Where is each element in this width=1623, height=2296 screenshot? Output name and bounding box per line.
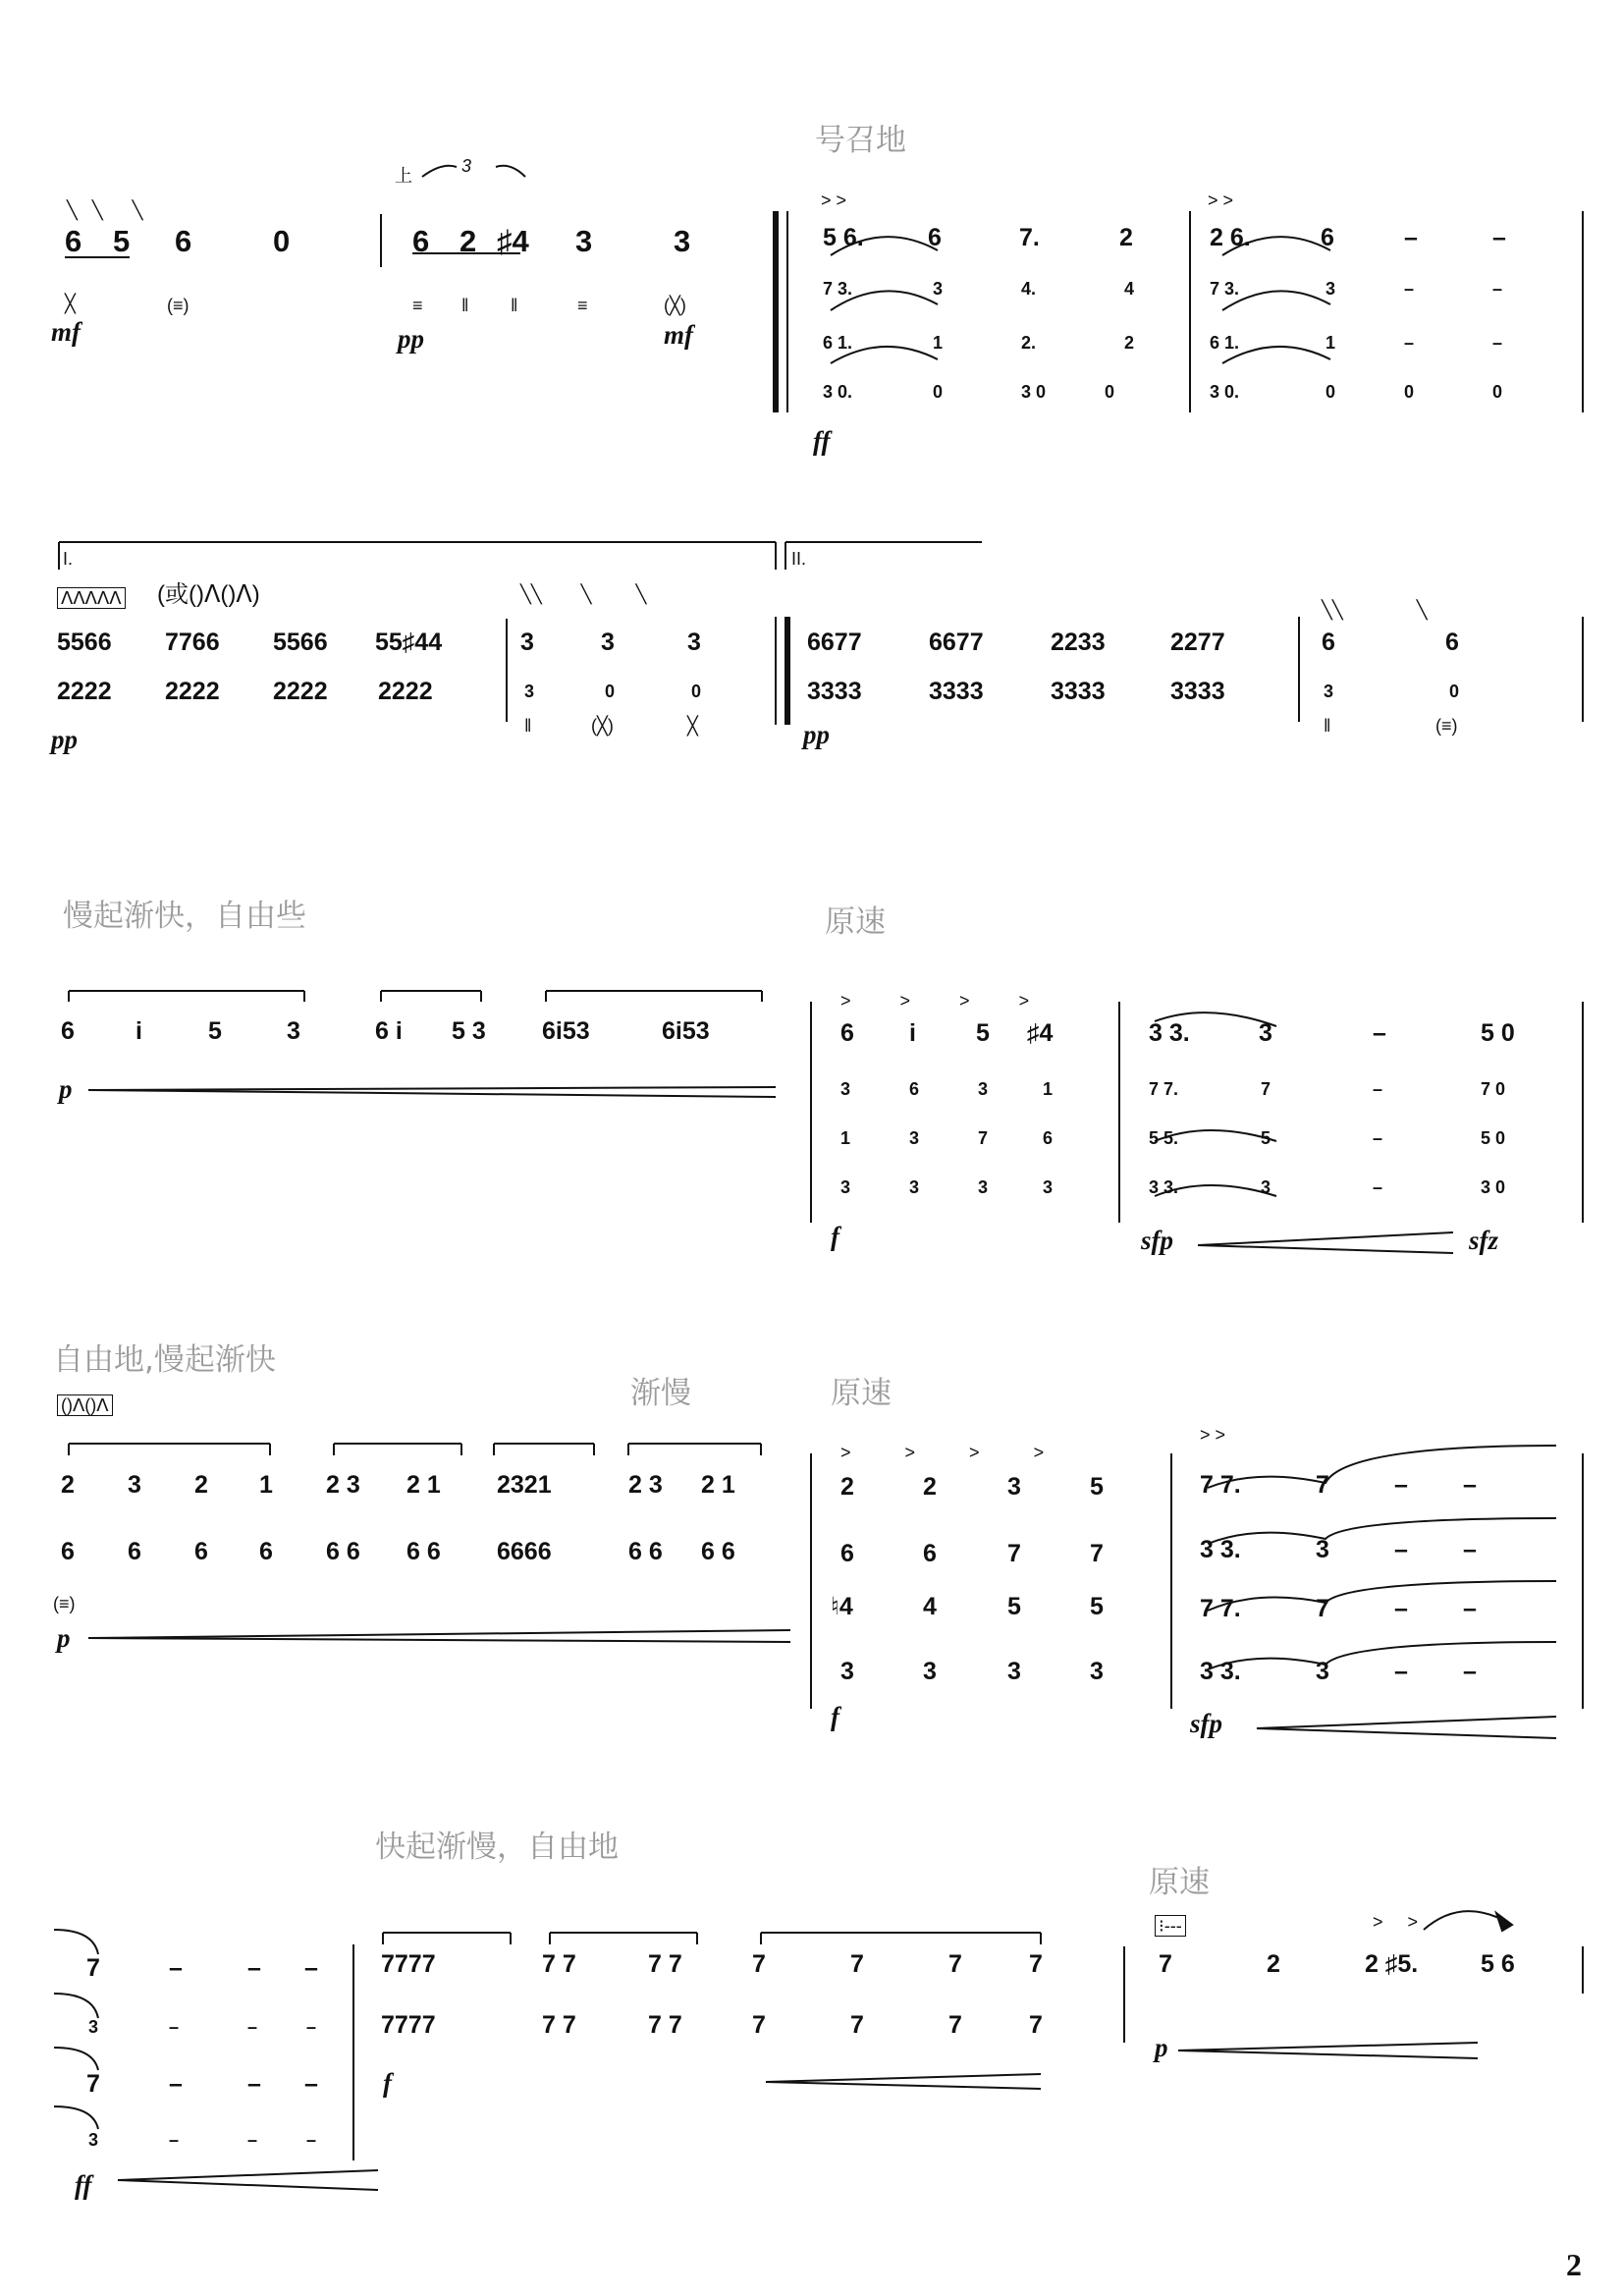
note-group: 6i53 xyxy=(542,1017,590,1045)
expression-text: 原速 xyxy=(1149,1865,1210,1900)
note: 7 3. xyxy=(823,279,853,299)
note: 6 xyxy=(1445,629,1459,656)
note-group: 2 3 xyxy=(326,1471,360,1499)
note: – xyxy=(1463,1595,1477,1622)
note: 6 xyxy=(412,224,430,258)
note: – xyxy=(1463,1536,1477,1563)
note-group: 3333 xyxy=(929,678,984,705)
note: 3 xyxy=(909,1128,920,1148)
note: 4. xyxy=(1021,279,1037,299)
note: 7 xyxy=(86,2070,100,2098)
note: 4 xyxy=(1124,279,1135,299)
note: 6 xyxy=(61,1017,75,1045)
note: – xyxy=(1394,1536,1408,1563)
note: 3 xyxy=(520,629,534,656)
dynamic: pp xyxy=(803,720,830,749)
note-group: 6677 xyxy=(807,629,862,656)
note: ♯4 xyxy=(1027,1019,1054,1047)
note: 3 3. xyxy=(1200,1658,1241,1685)
note: 5 xyxy=(1090,1593,1104,1620)
note: 2 xyxy=(460,224,477,258)
dynamic: f xyxy=(831,1702,839,1731)
note: ♮4 xyxy=(831,1593,853,1620)
note: 6 xyxy=(194,1538,208,1565)
note: 3 xyxy=(524,682,535,701)
note: 5 xyxy=(113,224,131,258)
note: 2. xyxy=(1021,333,1037,353)
tech-mark: (≡) xyxy=(53,1594,76,1613)
note: – xyxy=(306,2130,317,2150)
note-group: 6666 xyxy=(497,1538,552,1565)
note: 3 xyxy=(933,279,944,299)
note-group: 55♯44 xyxy=(375,629,443,656)
note: – xyxy=(247,2070,261,2098)
note: 1 xyxy=(840,1128,851,1148)
note: 7 0 xyxy=(1481,1079,1506,1099)
alt-pattern: (或()ᐱ()ᐱ) xyxy=(157,581,260,608)
note: 7 7. xyxy=(1149,1079,1179,1099)
note: 1 xyxy=(1043,1079,1054,1099)
expression-text: 号召地 xyxy=(815,123,906,158)
note-group: 6677 xyxy=(929,629,984,656)
note-group: 6 6 xyxy=(406,1538,441,1565)
note: 7 xyxy=(1316,1471,1329,1499)
note: 5 xyxy=(976,1019,990,1047)
dynamic: pp xyxy=(398,324,424,354)
note: 6 xyxy=(259,1538,273,1565)
note: – xyxy=(169,2070,183,2098)
note: 3 xyxy=(840,1658,854,1685)
dynamic: mf xyxy=(51,317,81,347)
note: – xyxy=(1404,279,1415,299)
volta-1: I. xyxy=(63,549,74,569)
note: 0 xyxy=(1325,382,1336,402)
note: 3 3. xyxy=(1149,1019,1190,1047)
note: – xyxy=(1492,224,1506,251)
note: – xyxy=(304,2070,318,2098)
note: 1 xyxy=(933,333,944,353)
tech-mark: ‖ xyxy=(524,716,532,736)
tuplet-number: 3 xyxy=(461,156,472,176)
note: 3 xyxy=(923,1658,937,1685)
note: 3 xyxy=(287,1017,300,1045)
note-group: 2222 xyxy=(273,678,328,705)
note: 3 xyxy=(978,1177,989,1197)
note: 6 xyxy=(840,1019,854,1047)
tech-mark: ╲ ╲ ╲ xyxy=(67,200,143,220)
expression-text: 原速 xyxy=(831,1376,892,1411)
note: – xyxy=(1463,1658,1477,1685)
note: i xyxy=(909,1019,916,1047)
note: – xyxy=(1394,1595,1408,1622)
note: ♯4 xyxy=(497,224,529,258)
note: 3 3. xyxy=(1149,1177,1179,1197)
note: 3 xyxy=(909,1177,920,1197)
note: 2 6. xyxy=(1210,224,1251,251)
dynamic: p xyxy=(1155,2033,1168,2062)
note-group: 5 3 xyxy=(452,1017,486,1045)
note: 3 0. xyxy=(1210,382,1240,402)
note: 7 7. xyxy=(1200,1471,1241,1499)
note: 3 xyxy=(840,1079,851,1099)
note: 7 xyxy=(948,1950,962,1978)
note: – xyxy=(1373,1177,1383,1197)
note: 3 xyxy=(1007,1473,1021,1501)
note: 3 xyxy=(1316,1536,1329,1563)
note-group: 5566 xyxy=(57,629,112,656)
note: 2 xyxy=(1119,224,1133,251)
expression-text: 快起渐慢，自由地 xyxy=(375,1830,619,1865)
note-group: 2 1 xyxy=(406,1471,441,1499)
note: 3 xyxy=(88,2017,99,2037)
accent-mark: > > xyxy=(1200,1425,1226,1445)
note: 3 3. xyxy=(1200,1536,1241,1563)
note-group: 7 7 xyxy=(542,2011,576,2039)
dynamic: mf xyxy=(664,320,693,350)
tech-mark: ╲╲ ╲ ╲ xyxy=(520,584,647,604)
note: 3 xyxy=(1090,1658,1104,1685)
note-group: 3333 xyxy=(807,678,862,705)
note: 7 xyxy=(850,2011,864,2039)
note: 0 xyxy=(273,224,291,258)
note: 3 0 xyxy=(1481,1177,1506,1197)
note-group: 2321 xyxy=(497,1471,552,1499)
note: 1 xyxy=(1325,333,1336,353)
note: 3 xyxy=(1261,1177,1271,1197)
note-group: 2222 xyxy=(165,678,220,705)
note: – xyxy=(247,2017,258,2037)
note: 7 xyxy=(1159,1950,1172,1978)
note: 7 xyxy=(1029,1950,1043,1978)
note: 2 xyxy=(1267,1950,1280,1978)
note: 6 1. xyxy=(1210,333,1240,353)
note: 0 xyxy=(605,682,616,701)
note: 5 5. xyxy=(1149,1128,1179,1148)
tech-mark: ≡ xyxy=(577,296,588,315)
accent-mark: > > xyxy=(821,191,847,210)
note: 7. xyxy=(1019,224,1040,251)
note: – xyxy=(1404,224,1418,251)
grace-mark: 上 xyxy=(395,166,412,186)
dynamic: sfp xyxy=(1141,1226,1173,1255)
note-group: 6 6 xyxy=(701,1538,735,1565)
note-group: 6 6 xyxy=(326,1538,360,1565)
note: 0 xyxy=(691,682,702,701)
note: 6 1. xyxy=(823,333,853,353)
note: 2 xyxy=(840,1473,854,1501)
note: 1 xyxy=(259,1471,273,1499)
note: 7 7. xyxy=(1200,1595,1241,1622)
note: 5 xyxy=(1007,1593,1021,1620)
note: 3 xyxy=(1007,1658,1021,1685)
note: 6 xyxy=(1322,629,1335,656)
note-group: 2233 xyxy=(1051,629,1106,656)
note: 3 xyxy=(575,224,593,258)
note: – xyxy=(247,2130,258,2150)
tech-mark: ‖ xyxy=(511,296,518,315)
note: 0 xyxy=(1105,382,1115,402)
note: 7 xyxy=(1261,1079,1271,1099)
note: – xyxy=(1463,1471,1477,1499)
note-group: 6i53 xyxy=(662,1017,710,1045)
dynamic: f xyxy=(831,1222,839,1251)
note-group: 6 6 xyxy=(628,1538,663,1565)
note: 6 xyxy=(840,1540,854,1567)
note: 3 xyxy=(1259,1019,1272,1047)
dynamic: ff xyxy=(813,426,831,456)
note-group: 2277 xyxy=(1170,629,1225,656)
note: 6 xyxy=(1321,224,1334,251)
note: 3 xyxy=(674,224,691,258)
pattern-box: ᐱᐱᐱᐱᐱ xyxy=(57,587,126,609)
note-group: 7 7 xyxy=(648,1950,682,1978)
note: 4 xyxy=(923,1593,937,1620)
note: – xyxy=(1404,333,1415,353)
tech-mark: ╲╲ ╲ xyxy=(1322,600,1428,620)
expression-text: 慢起渐快，自由些 xyxy=(63,899,306,934)
note-group: 3333 xyxy=(1051,678,1106,705)
note: 0 xyxy=(1492,382,1503,402)
expression-text: 自由地,慢起渐快 xyxy=(53,1342,276,1378)
note: 0 xyxy=(1449,682,1460,701)
note: 3 0. xyxy=(823,382,853,402)
note: 7 xyxy=(752,2011,766,2039)
note: 5 xyxy=(208,1017,222,1045)
note: 7 xyxy=(948,2011,962,2039)
note: 3 xyxy=(601,629,615,656)
tech-mark: (╳) xyxy=(664,296,686,315)
note: 6 xyxy=(909,1079,920,1099)
note: 2 xyxy=(61,1471,75,1499)
dynamic: ff xyxy=(75,2170,92,2200)
note: 6 xyxy=(923,1540,937,1567)
note: 7 xyxy=(1316,1595,1329,1622)
note: 6 xyxy=(175,224,192,258)
note: 7 3. xyxy=(1210,279,1240,299)
note: 3 xyxy=(128,1471,141,1499)
note: – xyxy=(169,1954,183,1982)
note-group: 6 i xyxy=(375,1017,403,1045)
note: 3 xyxy=(1043,1177,1054,1197)
expression-text: 渐慢 xyxy=(630,1376,691,1411)
pattern-box: ()ᐱ()ᐱ xyxy=(57,1394,113,1416)
note: 3 xyxy=(687,629,701,656)
note: 5 0 xyxy=(1481,1128,1506,1148)
tech-mark: ‖ xyxy=(1324,716,1331,736)
dynamic: pp xyxy=(51,725,78,754)
tech-mark: ‖ xyxy=(461,296,469,315)
note-group: 2 ♯5. xyxy=(1365,1950,1419,1978)
note: – xyxy=(304,1954,318,1982)
note: 5 6. xyxy=(823,224,864,251)
note: 3 0 xyxy=(1021,382,1047,402)
note: – xyxy=(1394,1658,1408,1685)
note: – xyxy=(1373,1079,1383,1099)
accent-mark: > > xyxy=(1373,1912,1419,1932)
note: 7 xyxy=(1007,1540,1021,1567)
note: 7 xyxy=(1090,1540,1104,1567)
note: 7 xyxy=(752,1950,766,1978)
note: 2 xyxy=(923,1473,937,1501)
dynamic: p xyxy=(59,1074,73,1104)
note-group: 7777 xyxy=(381,2011,436,2039)
note: 5 xyxy=(1261,1128,1271,1148)
note: 6 xyxy=(65,224,82,258)
note: – xyxy=(169,2130,180,2150)
note-group: 2 1 xyxy=(701,1471,735,1499)
note-group: 7 7 xyxy=(648,2011,682,2039)
note: – xyxy=(1492,279,1503,299)
tech-mark: ╳ xyxy=(65,294,76,313)
note: 6 xyxy=(128,1538,141,1565)
note: 6 xyxy=(61,1538,75,1565)
tech-mark: ╳ xyxy=(687,716,698,736)
pattern-box: ⁝--- xyxy=(1155,1915,1186,1937)
note: – xyxy=(1394,1471,1408,1499)
note: 3 xyxy=(840,1177,851,1197)
note: 6 xyxy=(1043,1128,1054,1148)
note-group: 2222 xyxy=(57,678,112,705)
accent-mark: > > xyxy=(1208,191,1234,210)
tech-mark: ≡ xyxy=(412,296,423,315)
note: – xyxy=(1492,333,1503,353)
note: 6 xyxy=(928,224,942,251)
note-group: 7766 xyxy=(165,629,220,656)
tech-mark: (╳) xyxy=(591,716,614,736)
note: 7 xyxy=(86,1954,100,1982)
note: i xyxy=(135,1017,142,1045)
note: 3 xyxy=(88,2130,99,2150)
note: – xyxy=(169,2017,180,2037)
note: 7 xyxy=(1029,2011,1043,2039)
note: 0 xyxy=(1404,382,1415,402)
note-group: 7 7 xyxy=(542,1950,576,1978)
note-group: 5 6 xyxy=(1481,1950,1515,1978)
note: 5 0 xyxy=(1481,1019,1515,1047)
note: 5 xyxy=(1090,1473,1104,1501)
accent-mark: > > > > xyxy=(840,991,1030,1011)
note-group: 7777 xyxy=(381,1950,436,1978)
dynamic: sfp xyxy=(1190,1709,1222,1738)
note-group: 2222 xyxy=(378,678,433,705)
note: 7 xyxy=(850,1950,864,1978)
note-group: 3333 xyxy=(1170,678,1225,705)
note: 3 xyxy=(1316,1658,1329,1685)
tech-mark: (≡) xyxy=(1435,716,1458,736)
tech-mark: (≡) xyxy=(167,296,189,315)
note: 3 xyxy=(1324,682,1334,701)
dynamic: p xyxy=(57,1623,71,1653)
note: 3 xyxy=(1325,279,1336,299)
note: – xyxy=(1373,1019,1386,1047)
expression-text: 原速 xyxy=(825,904,886,940)
accent-mark: > > > > xyxy=(840,1443,1045,1462)
note: – xyxy=(1373,1128,1383,1148)
note: 2 xyxy=(194,1471,208,1499)
dynamic: sfz xyxy=(1469,1226,1499,1255)
note-group: 2 3 xyxy=(628,1471,663,1499)
note: – xyxy=(247,1954,261,1982)
note: 7 xyxy=(978,1128,989,1148)
note-group: 5566 xyxy=(273,629,328,656)
note: 2 xyxy=(1124,333,1135,353)
page-number: 2 xyxy=(1566,2247,1582,2282)
note: 0 xyxy=(933,382,944,402)
dynamic: f xyxy=(383,2068,392,2098)
note: – xyxy=(306,2017,317,2037)
note: 3 xyxy=(978,1079,989,1099)
volta-2: II. xyxy=(791,549,807,569)
